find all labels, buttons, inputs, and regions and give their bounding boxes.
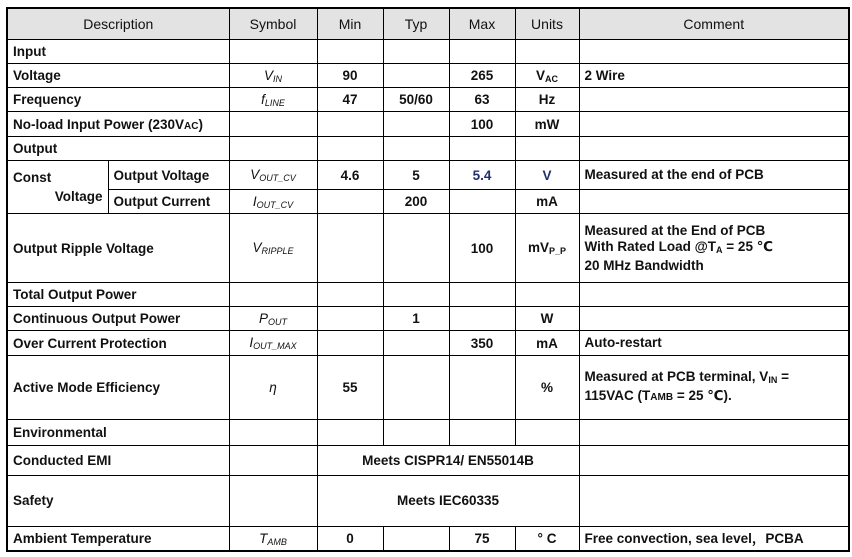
efficiency-unit: % — [515, 355, 579, 420]
frequency-min: 47 — [317, 88, 383, 112]
header-description: Description — [7, 8, 229, 39]
output-voltage-unit: V — [515, 160, 579, 189]
ripple-label: Output Ripple Voltage — [7, 214, 229, 283]
header-comment: Comment — [579, 8, 849, 39]
output-voltage-label: Output Voltage — [108, 160, 229, 189]
frequency-unit: Hz — [515, 88, 579, 112]
emi-label: Conducted EMI — [7, 446, 229, 475]
output-voltage-min: 4.6 — [317, 160, 383, 189]
ripple-max: 100 — [449, 214, 515, 283]
voltage-unit: $V_{AC}$ — [515, 64, 579, 88]
row-frequency — [7, 88, 849, 112]
efficiency-symbol: η — [229, 355, 317, 420]
voltage-label: Voltage — [7, 64, 229, 88]
ocp-symbol: $I_{OUT\_MAX}$ — [229, 331, 317, 355]
row-input — [7, 39, 849, 63]
row-noload — [7, 112, 849, 136]
safety-label: Safety — [7, 475, 229, 526]
header-symbol: Symbol — [229, 8, 317, 39]
voltage-symbol: $V_{IN}$ — [229, 64, 317, 88]
row-environmental — [7, 420, 849, 446]
output-current-unit: mA — [515, 190, 579, 214]
ocp-max: 350 — [449, 331, 515, 355]
spec-table — [6, 7, 850, 552]
voltage-comment: 2 Wire — [579, 64, 849, 88]
header-units: Units — [515, 8, 579, 39]
noload-unit: mW — [515, 112, 579, 136]
output-current-label: Output Current — [108, 190, 229, 214]
ripple-symbol: $V_{RIPPLE}$ — [229, 214, 317, 283]
ocp-unit: mA — [515, 331, 579, 355]
frequency-max: 63 — [449, 88, 515, 112]
ambient-min: 0 — [317, 527, 383, 551]
output-current-symbol: $I_{OUT\_CV}$ — [229, 190, 317, 214]
header-typ: Typ — [383, 8, 449, 39]
ambient-unit: ° C — [515, 527, 579, 551]
row-ambient — [7, 527, 849, 551]
ambient-max: 75 — [449, 527, 515, 551]
row-ripple — [7, 214, 849, 283]
const-voltage-label: Const Voltage — [7, 160, 108, 213]
section-total-output-power: Total Output Power — [7, 282, 229, 306]
output-voltage-symbol: $V_{OUT\_CV}$ — [229, 160, 317, 189]
row-safety — [7, 475, 849, 526]
efficiency-label: Active Mode Efficiency — [7, 355, 229, 420]
ocp-label: Over Current Protection — [7, 331, 229, 355]
ocp-comment: Auto-restart — [579, 331, 849, 355]
noload-label: No-load Input Power (230VAC) — [7, 112, 229, 136]
emi-value: Meets CISPR14/ EN55014B — [317, 446, 579, 475]
ripple-unit: $mV_{P\_P}$ — [515, 214, 579, 283]
row-output-voltage — [7, 160, 849, 189]
ripple-comment: Measured at the End of PCB With Rated Load $@T_A = 25$ ℃ 20 MHz Bandwidth — [579, 214, 849, 283]
row-total-output-power — [7, 282, 849, 306]
noload-max: 100 — [449, 112, 515, 136]
row-output — [7, 136, 849, 160]
section-input: Input — [7, 39, 229, 63]
row-voltage — [7, 64, 849, 88]
row-continuous-output-power — [7, 307, 849, 331]
output-voltage-max: 5.4 — [449, 160, 515, 189]
safety-value: Meets IEC60335 — [317, 475, 579, 526]
header-min: Min — [317, 8, 383, 39]
continuous-unit: W — [515, 307, 579, 331]
output-current-typ: 200 — [383, 190, 449, 214]
frequency-symbol: $f_{LINE}$ — [229, 88, 317, 112]
row-efficiency — [7, 355, 849, 420]
frequency-typ: 50/60 — [383, 88, 449, 112]
ambient-label: Ambient Temperature — [7, 527, 229, 551]
efficiency-min: 55 — [317, 355, 383, 420]
voltage-max: 265 — [449, 64, 515, 88]
efficiency-comment: Measured at PCB terminal, $V_{IN}$ = 115VAC (TAMB = 25 ℃). — [579, 355, 849, 420]
ambient-comment: Free convection, sea level，PCBA — [579, 527, 849, 551]
section-output: Output — [7, 136, 229, 160]
ambient-symbol: $T_{AMB}$ — [229, 527, 317, 551]
row-output-current — [7, 190, 849, 214]
frequency-label: Frequency — [7, 88, 229, 112]
output-voltage-typ: 5 — [383, 160, 449, 189]
section-environmental: Environmental — [7, 420, 229, 446]
continuous-typ: 1 — [383, 307, 449, 331]
header-max: Max — [449, 8, 515, 39]
continuous-symbol: $P_{OUT}$ — [229, 307, 317, 331]
row-ocp — [7, 331, 849, 355]
voltage-min: 90 — [317, 64, 383, 88]
row-emi — [7, 446, 849, 475]
output-voltage-comment: Measured at the end of PCB — [579, 160, 849, 189]
continuous-label: Continuous Output Power — [7, 307, 229, 331]
header-row — [7, 8, 849, 39]
